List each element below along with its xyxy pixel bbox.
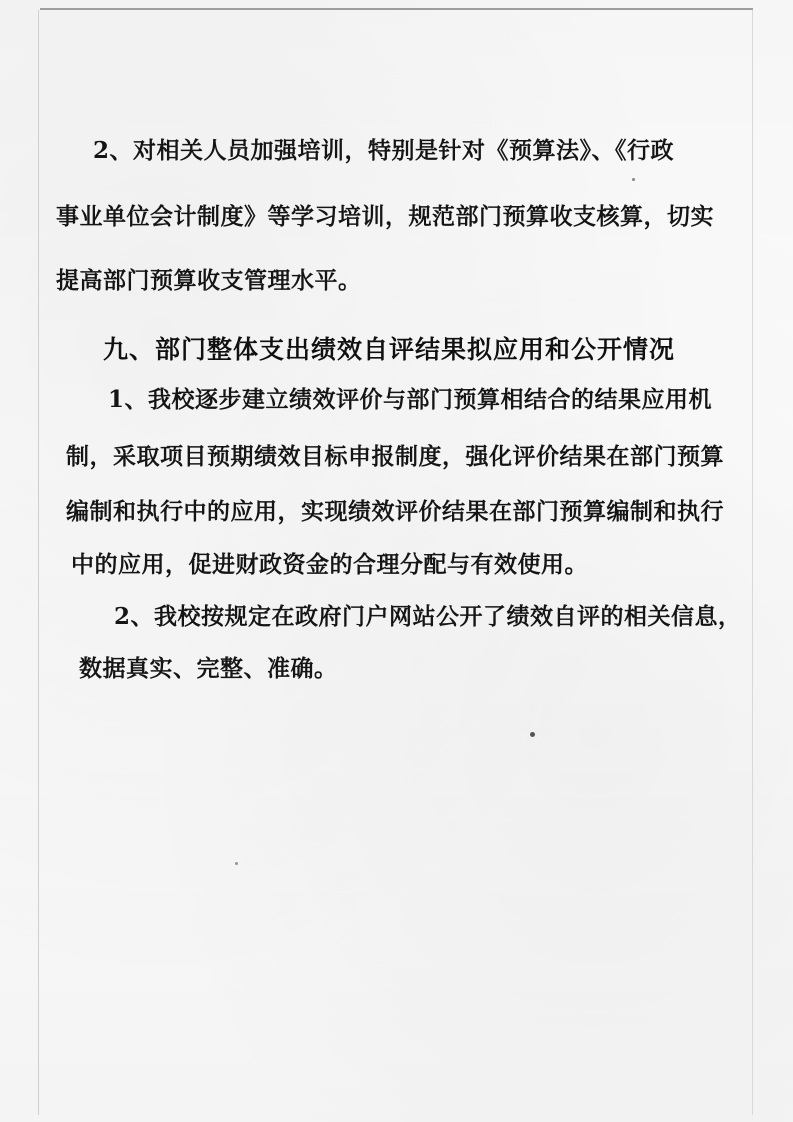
paragraph-2-line-3: 编制和执行中的应用，实现绩效评价结果在部门预算编制和执行 (66, 498, 724, 525)
scan-speck (530, 732, 535, 737)
paragraph-3-line-2: 数据真实、完整、准确。 (79, 655, 338, 682)
scan-left-edge (38, 10, 39, 1115)
paragraph-3-line-1: 2、我校按规定在政府门户网站公开了绩效自评的相关信息， (114, 603, 742, 630)
scan-speck (235, 862, 238, 865)
paragraph-2-line-1: 1、我校逐步建立绩效评价与部门预算相结合的结果应用机 (108, 386, 713, 413)
section-heading: 九、部门整体支出绩效自评结果拟应用和公开情况 (103, 335, 676, 364)
scan-top-edge (40, 8, 753, 10)
scan-speck (632, 178, 635, 181)
paragraph-1-line-1: 2、对相关人员加强培训，特别是针对《预算法》、《行政 (93, 137, 675, 164)
paragraph-1-line-2: 事业单位会计制度》等学习培训，规范部门预算收支核算，切实 (56, 203, 714, 230)
scan-right-edge (752, 10, 753, 1115)
paragraph-1-line-3: 提高部门预算收支管理水平。 (56, 267, 362, 294)
paragraph-2-line-2: 制，采取项目预期绩效目标申报制度，强化评价结果在部门预算 (66, 443, 724, 470)
paragraph-2-line-4: 中的应用，促进财政资金的合理分配与有效使用。 (71, 551, 588, 578)
